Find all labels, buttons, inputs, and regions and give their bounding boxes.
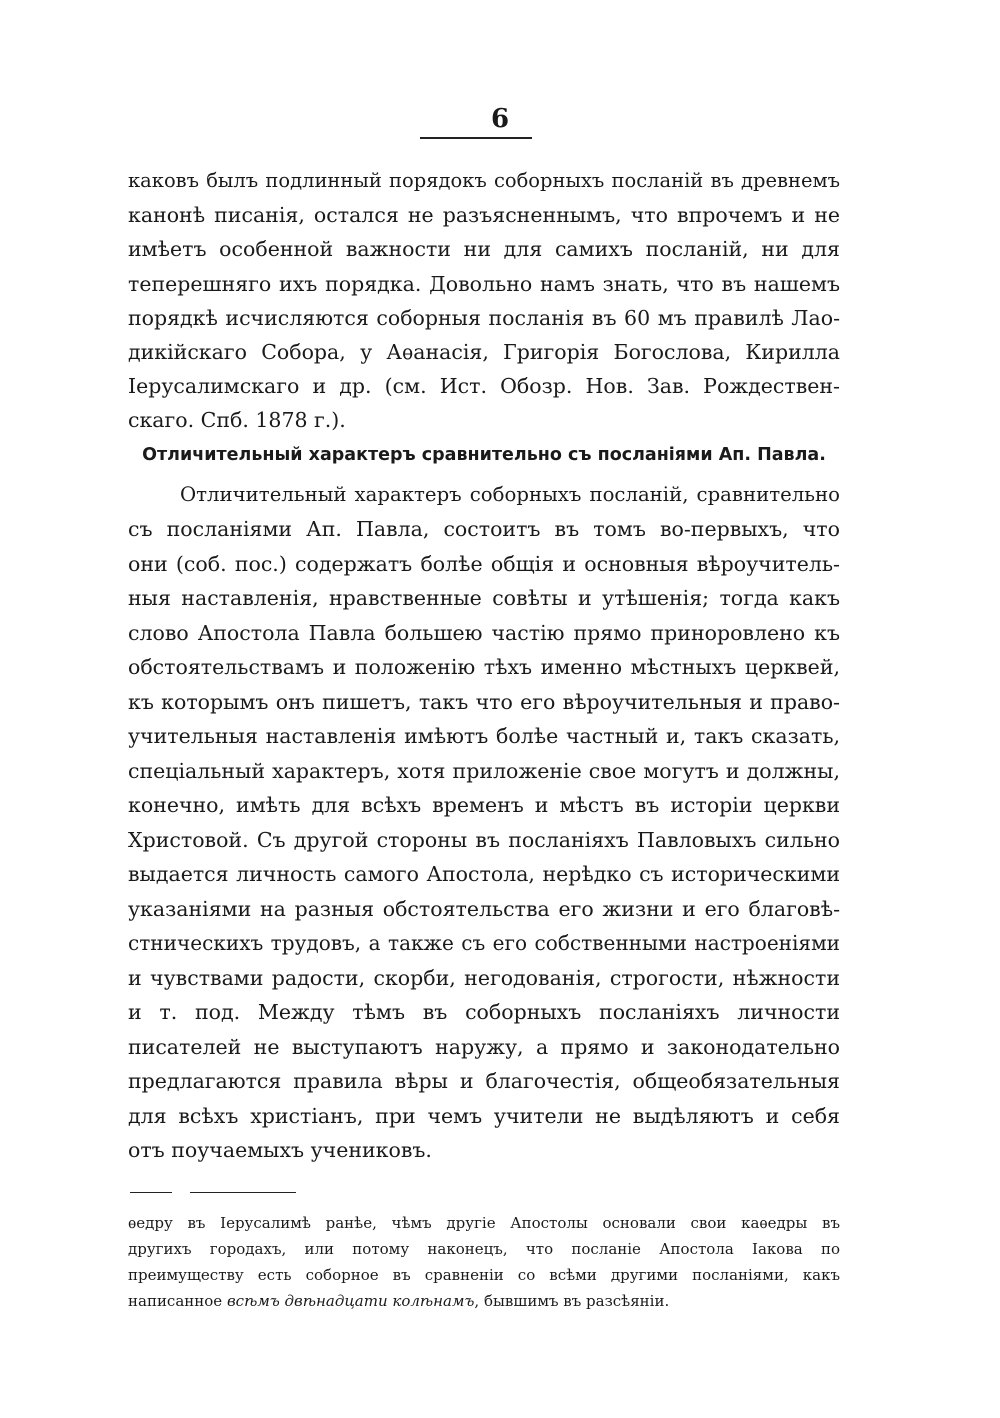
body-line: выдается личность самого Апостола, нерѣдко съ историческими (128, 862, 840, 886)
intro-line: имѣетъ особенной важности ни для самихъ посланій, ни для (128, 237, 840, 261)
page-number: 6 (490, 104, 510, 134)
section-heading: Отличительный характеръ сравнительно съ посланіями Ап. Павла. (142, 445, 826, 465)
intro-line: скаго. Спб. 1878 г.). (128, 408, 346, 432)
footnote-italic-text: всѣмъ двѣнадцати колѣнамъ (226, 1292, 475, 1310)
body-line: съ посланіями Ап. Павла, состоитъ въ томъ во-первыхъ, что (128, 517, 840, 541)
footnote-line (128, 1288, 840, 1314)
page-number-rule (420, 137, 532, 139)
body-line: для всѣхъ христіанъ, при чемъ учители не выдѣляютъ и себя (128, 1104, 840, 1128)
body-line: ныя наставленія, нравственные совѣты и утѣшенія; тогда какъ (128, 586, 840, 610)
body-line: Отличительный характеръ соборныхъ посланій, сравнительно (180, 483, 840, 506)
intro-line: порядкѣ исчисляются соборныя посланія въ 60 мъ правилѣ Лао- (128, 306, 840, 330)
intro-line: канонѣ писанія, остался не разъясненнымъ, что впрочемъ и не (128, 203, 840, 227)
intro-line: теперешняго ихъ порядка. Довольно намъ знать, что въ нашемъ (128, 272, 840, 296)
body-line: указаніями на разныя обстоятельства его жизни и его благовѣ- (128, 897, 840, 921)
intro-line: Іерусалимскаго и др. (см. Ист. Обозр. Нов. Зав. Рождествен- (128, 374, 840, 398)
footnote-rule (130, 1192, 172, 1193)
intro-line: дикійскаго Собора, у Аѳанасія, Григорія Богослова, Кирилла (128, 340, 840, 364)
body-line: и т. под. Между тѣмъ въ соборныхъ посланіяхъ личности (128, 1000, 840, 1024)
footnote-line: ѳедру въ Іерусалимѣ ранѣе, чѣмъ другіе Апостолы основали свои каѳедры въ (128, 1214, 840, 1232)
body-line: конечно, имѣть для всѣхъ временъ и мѣстъ въ исторіи церкви (128, 793, 840, 817)
body-line: слово Апостола Павла большею частію прямо приноровлено къ (128, 621, 840, 645)
body-line: къ которымъ онъ пишетъ, такъ что его вѣроучительныя и право- (128, 690, 840, 714)
footnote-rule (190, 1192, 296, 1193)
body-line: отъ поучаемыхъ учениковъ. (128, 1138, 432, 1162)
body-line: они (соб. пос.) содержатъ болѣе общія и основныя вѣроучитель- (128, 552, 840, 576)
footnote-text: , бывшимъ въ разсѣяніи. (474, 1292, 670, 1310)
body-line: предлагаются правила вѣры и благочестія, общеобязательныя (128, 1069, 840, 1093)
intro-line: каковъ былъ подлинный порядокъ соборныхъ посланій въ древнемъ (128, 169, 840, 192)
footnote-line: преимуществу есть соборное въ сравненіи со всѣми другими посланіями, какъ (128, 1266, 840, 1284)
body-line: учительныя наставленія имѣютъ болѣе частный и, такъ сказать, (128, 724, 840, 748)
body-line: спеціальный характеръ, хотя приложеніе свое могутъ и должны, (128, 759, 840, 783)
footnote-line: другихъ городахъ, или потому наконецъ, что посланіе Апостола Іакова по (128, 1240, 840, 1258)
body-line: и чувствами радости, скорби, негодованія, строгости, нѣжности (128, 966, 840, 990)
body-line: обстоятельствамъ и положенію тѣхъ именно мѣстныхъ церквей, (128, 655, 840, 679)
footnote-text: написанное (128, 1292, 227, 1310)
body-line: Христовой. Съ другой стороны въ посланіяхъ Павловыхъ сильно (128, 828, 840, 852)
body-line: стническихъ трудовъ, а также съ его собственными настроеніями (128, 931, 840, 955)
body-line: писателей не выступаютъ наружу, а прямо и законодательно (128, 1035, 840, 1059)
